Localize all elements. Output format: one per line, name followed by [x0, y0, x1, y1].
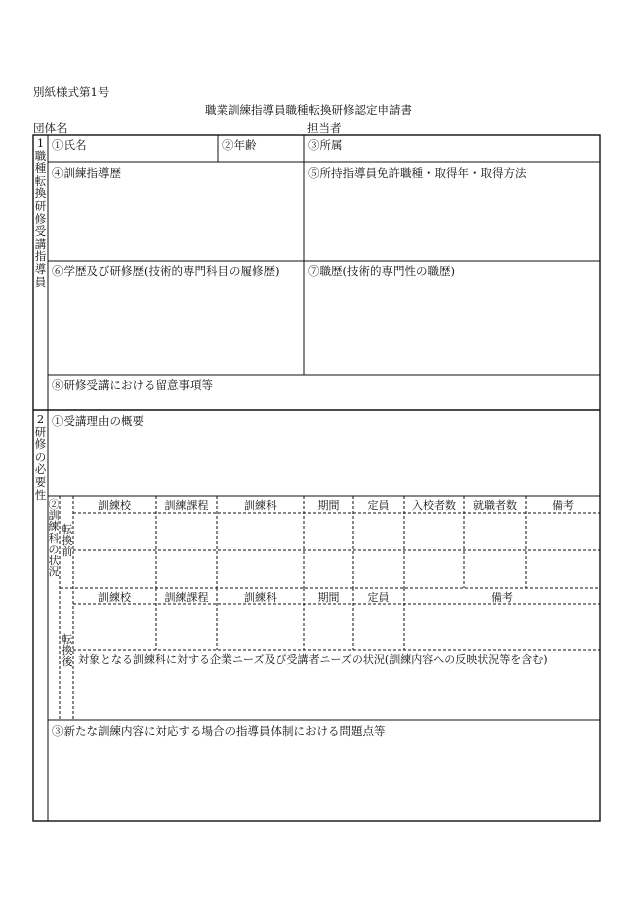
notes-label: ⑧研修受講における留意事項等 — [52, 378, 213, 392]
issues-field[interactable] — [49, 740, 599, 820]
reason-label: ①受講理由の概要 — [52, 414, 144, 428]
age-label: ②年齢 — [222, 138, 257, 152]
org-label: 団体名 — [33, 121, 68, 135]
training-status-label: ②訓練科の状況 — [48, 498, 60, 579]
after-header-capacity: 定員 — [367, 591, 390, 604]
before-header-course: 訓練課程 — [164, 499, 209, 512]
name-label: ①氏名 — [52, 138, 87, 152]
after-header-subject: 訓練科 — [244, 591, 277, 604]
training-history-label: ④訓練指導歴 — [52, 166, 121, 180]
affiliation-field[interactable] — [360, 136, 598, 161]
reason-field[interactable] — [49, 430, 599, 495]
needs-label: 対象となる訓練科に対する企業ニーズ及び受講者ニーズの状況(訓練内容への反映状況等を含む) — [78, 653, 548, 666]
education-label: ⑥学歴及び研修歴(技術的専門科目の履修歴) — [52, 264, 280, 278]
before-label: 転換前 — [61, 523, 73, 559]
issues-label: ③新たな訓練内容に対応する場合の指導員体制における問題点等 — [52, 724, 386, 738]
age-field[interactable] — [266, 136, 302, 161]
section1-label: 1職種転換研修受講指導員 — [34, 136, 47, 289]
before-header-employed: 就職者数 — [473, 499, 517, 512]
after-header-school: 訓練校 — [98, 591, 131, 604]
before-header-remarks: 備考 — [552, 499, 574, 512]
name-field[interactable] — [120, 136, 215, 161]
before-header-school: 訓練校 — [98, 499, 131, 512]
before-header-enrolled: 入校者数 — [412, 499, 456, 512]
education-field[interactable] — [49, 280, 303, 374]
form-number: 別紙様式第1号 — [33, 85, 110, 99]
license-field[interactable] — [305, 182, 599, 260]
after-header-period: 期間 — [317, 591, 340, 604]
after-label: 転換後 — [61, 633, 73, 669]
needs-field[interactable] — [74, 668, 599, 719]
career-field[interactable] — [305, 280, 599, 374]
notes-field[interactable] — [49, 393, 599, 409]
section2-label: 2研修の必要性 — [34, 412, 47, 502]
after-header-course: 訓練課程 — [164, 591, 209, 604]
affiliation-label: ③所属 — [308, 138, 343, 152]
after-header-remarks: 備考 — [491, 591, 513, 604]
page-title: 職業訓練指導員職種転換研修認定申請書 — [205, 103, 412, 117]
contact-label: 担当者 — [307, 121, 342, 135]
license-label: ⑤所持指導員免許職種・取得年・取得方法 — [308, 166, 527, 180]
career-label: ⑦職歴(技術的専門性の職歴) — [308, 264, 455, 278]
training-history-field[interactable] — [49, 182, 303, 260]
before-header-capacity: 定員 — [367, 499, 390, 512]
before-header-subject: 訓練科 — [244, 499, 277, 512]
before-header-period: 期間 — [317, 499, 340, 512]
